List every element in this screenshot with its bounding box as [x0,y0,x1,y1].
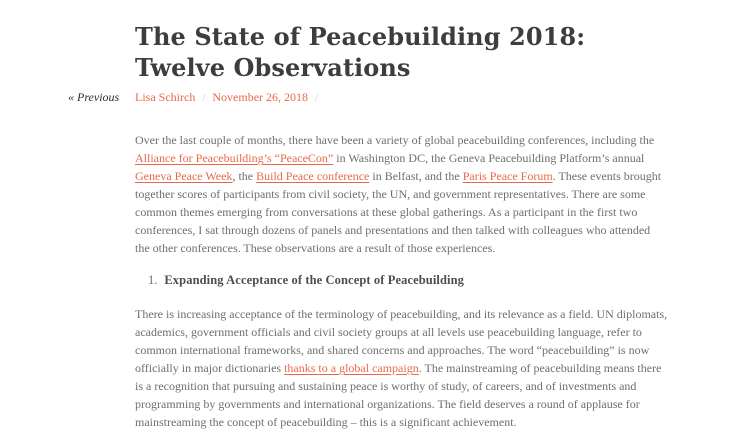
text-line [135,203,735,221]
inline-link[interactable]: Geneva Peace Week [135,169,233,183]
text-segment: , the [232,169,257,183]
text-line [135,323,735,341]
meta-separator: / [315,92,319,104]
post-meta [135,90,325,105]
observation-heading [148,271,735,289]
text-segment: academics, government officials and civil society groups at all levels use peacebuilding language, refer to [135,325,642,339]
text-line [135,305,735,323]
text-segment: together scores of participants from civil society, the UN, and government representatives. There are some [135,187,646,201]
text-line [135,167,735,185]
text-segment: common themes emerging from conversations at these global gatherings. As a participant in the first two [135,205,638,219]
text-segment: in Washington DC, the Geneva Peacebuilding Platform’s annual [333,151,645,165]
observation-paragraph [135,305,735,431]
text-segment: mainstreaming the concept of peacebuilding – this is a significant achievement. [135,415,517,429]
text-line [135,395,735,413]
inline-link[interactable]: thanks to a global campaign [284,361,419,375]
post-header [135,0,725,83]
inline-link[interactable]: Build Peace conference [256,169,370,183]
observation-number: 1. [148,273,158,287]
post-title [135,21,725,83]
text-segment: common international frameworks, and shared concerns and approaches. The word “peacebuilding” is now [135,343,650,357]
text-segment: conferences, I sat through dozens of panels and presentations and then talked with colleagues who attended [135,223,651,237]
text-segment: There is increasing acceptance of the terminology of peacebuilding, and its relevance as a field. UN diplomats, [135,307,668,321]
intro-paragraph [135,131,735,257]
text-segment: Over the last couple of months, there have been a variety of global peacebuilding conferences, including the [135,133,655,147]
previous-post-link[interactable]: « Previous [68,90,120,104]
text-segment: the other conferences. These observations are a result of those experiences. [135,241,496,255]
text-line [135,359,735,377]
text-line [135,221,735,239]
post-navigation [68,90,119,105]
text-segment: is a recognition that pursuing and sustaining peace is worthy of study, of careers, and of investments and [135,379,637,393]
text-line [135,149,735,167]
text-line [135,239,735,257]
text-line [135,377,735,395]
text-line [135,131,735,149]
text-segment: officially in major dictionaries [135,361,285,375]
text-line [135,413,735,431]
post-date-link[interactable]: November 26, 2018 [212,90,309,104]
text-segment: . The mainstreaming of peacebuilding means there [418,361,662,375]
text-segment: programming by governments and international organizations. The field deserves a round of applause for [135,397,640,411]
post-title-line-1: The State of Peacebuilding 2018: [135,22,586,51]
text-segment: in Belfast, and the [369,169,463,183]
author-link[interactable]: Lisa Schirch [135,90,196,104]
meta-separator: / [202,92,206,104]
inline-link[interactable]: Paris Peace Forum [462,169,553,183]
text-segment: . These events brought [552,169,662,183]
observation-title: Expanding Acceptance of the Concept of Peacebuilding [164,273,465,287]
text-line [135,185,735,203]
post-content [135,131,735,437]
text-line [135,341,735,359]
post-title-line-2: Twelve Observations [135,53,411,82]
inline-link[interactable]: Alliance for Peacebuilding’s “PeaceCon” [135,151,334,165]
